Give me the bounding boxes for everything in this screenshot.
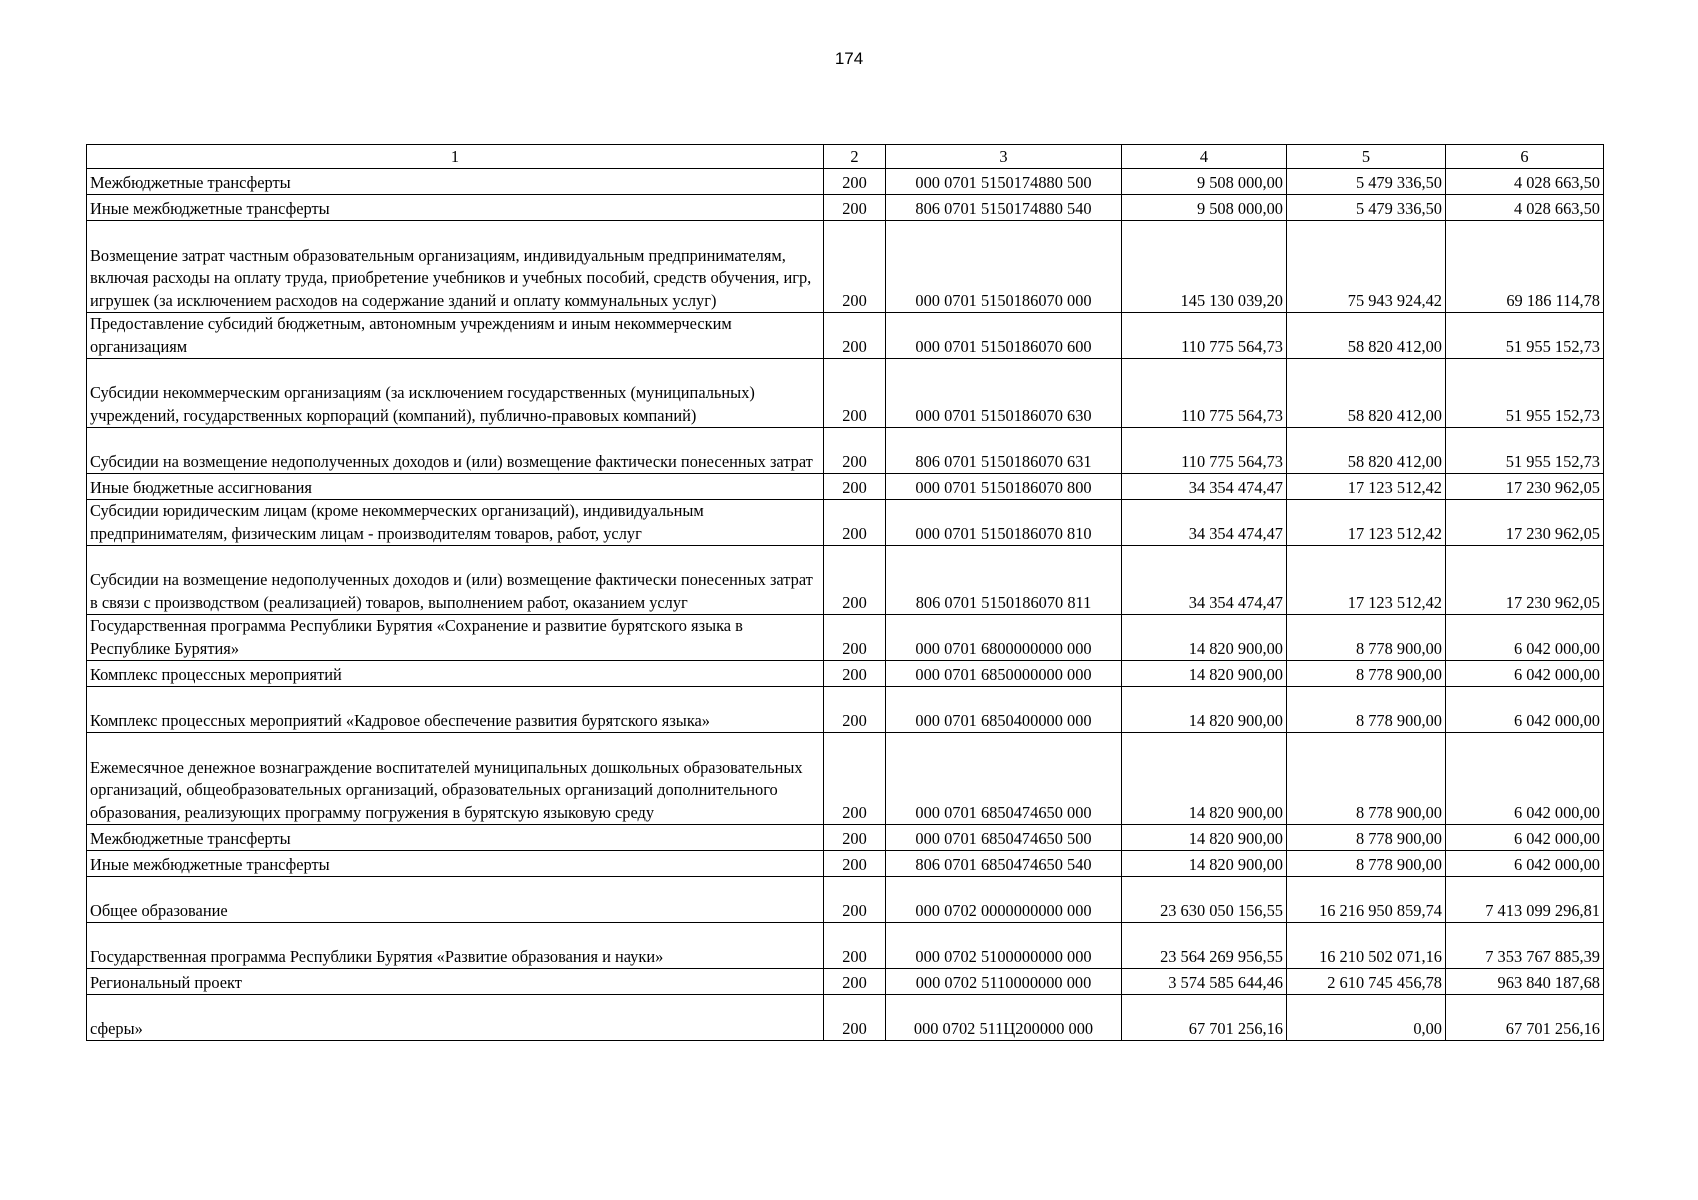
table-row xyxy=(87,428,1604,474)
table-row xyxy=(87,687,1604,733)
row-col6-cell: 51 955 152,73 xyxy=(1446,313,1604,359)
column-header-1: 1 xyxy=(87,145,824,169)
row-code-cell: 000 0702 511Ц200000 000 xyxy=(886,995,1122,1041)
row-grbs-cell: 200 xyxy=(824,500,886,546)
row-col4-cell: 110 775 564,73 xyxy=(1122,428,1287,474)
row-name-cell: Иные межбюджетные трансферты xyxy=(87,851,824,877)
row-code-cell: 806 0701 5150174880 540 xyxy=(886,195,1122,221)
row-code-cell: 806 0701 5150186070 631 xyxy=(886,428,1122,474)
column-header-4: 4 xyxy=(1122,145,1287,169)
row-col4-cell: 14 820 900,00 xyxy=(1122,733,1287,825)
row-col5-cell: 58 820 412,00 xyxy=(1287,359,1446,428)
row-code-cell: 000 0701 5150186070 630 xyxy=(886,359,1122,428)
row-name-cell: Субсидии на возмещение недополученных доходов и (или) возмещение фактически понесенных затрат в связи с производством (реализацией) товаров, выполнением работ, оказанием услуг xyxy=(87,546,824,615)
row-code-cell: 000 0701 6850474650 000 xyxy=(886,733,1122,825)
row-col4-cell: 23 630 050 156,55 xyxy=(1122,877,1287,923)
row-col4-cell: 9 508 000,00 xyxy=(1122,169,1287,195)
row-col6-cell: 17 230 962,05 xyxy=(1446,500,1604,546)
row-col6-cell: 963 840 187,68 xyxy=(1446,969,1604,995)
row-name-cell: сферы» xyxy=(87,995,824,1041)
row-col6-cell: 17 230 962,05 xyxy=(1446,474,1604,500)
table-row xyxy=(87,546,1604,615)
row-grbs-cell: 200 xyxy=(824,995,886,1041)
row-name-cell: Государственная программа Республики Бурятия «Развитие образования и науки» xyxy=(87,923,824,969)
row-col5-cell: 16 216 950 859,74 xyxy=(1287,877,1446,923)
row-code-cell: 000 0701 5150186070 600 xyxy=(886,313,1122,359)
row-col4-cell: 23 564 269 956,55 xyxy=(1122,923,1287,969)
table-row xyxy=(87,851,1604,877)
row-col6-cell: 51 955 152,73 xyxy=(1446,359,1604,428)
row-code-cell: 000 0701 5150186070 800 xyxy=(886,474,1122,500)
table-row xyxy=(87,969,1604,995)
column-header-2: 2 xyxy=(824,145,886,169)
row-name-cell: Региональный проект xyxy=(87,969,824,995)
row-name-cell: Межбюджетные трансферты xyxy=(87,169,824,195)
row-col6-cell: 6 042 000,00 xyxy=(1446,687,1604,733)
row-name-cell: Комплекс процессных мероприятий «Кадровое обеспечение развития бурятского языка» xyxy=(87,687,824,733)
row-col4-cell: 9 508 000,00 xyxy=(1122,195,1287,221)
row-name-cell: Общее образование xyxy=(87,877,824,923)
row-grbs-cell: 200 xyxy=(824,313,886,359)
row-col5-cell: 8 778 900,00 xyxy=(1287,851,1446,877)
row-name-cell: Иные бюджетные ассигнования xyxy=(87,474,824,500)
row-col6-cell: 6 042 000,00 xyxy=(1446,851,1604,877)
row-col5-cell: 8 778 900,00 xyxy=(1287,615,1446,661)
row-col5-cell: 8 778 900,00 xyxy=(1287,733,1446,825)
column-header-6: 6 xyxy=(1446,145,1604,169)
row-code-cell: 000 0702 0000000000 000 xyxy=(886,877,1122,923)
row-col6-cell: 6 042 000,00 xyxy=(1446,615,1604,661)
row-col4-cell: 14 820 900,00 xyxy=(1122,851,1287,877)
budget-table xyxy=(86,144,1604,1041)
table-row xyxy=(87,500,1604,546)
row-code-cell: 806 0701 5150186070 811 xyxy=(886,546,1122,615)
row-col4-cell: 34 354 474,47 xyxy=(1122,500,1287,546)
column-number-row xyxy=(87,145,1604,169)
row-col5-cell: 17 123 512,42 xyxy=(1287,546,1446,615)
row-col4-cell: 14 820 900,00 xyxy=(1122,825,1287,851)
row-grbs-cell: 200 xyxy=(824,615,886,661)
row-grbs-cell: 200 xyxy=(824,923,886,969)
row-col4-cell: 3 574 585 644,46 xyxy=(1122,969,1287,995)
row-name-cell: Государственная программа Республики Бурятия «Сохранение и развитие бурятского языка в Республике Бурятия» xyxy=(87,615,824,661)
row-name-cell: Предоставление субсидий бюджетным, автономным учреждениям и иным некоммерческим организациям xyxy=(87,313,824,359)
table-row xyxy=(87,661,1604,687)
row-code-cell: 000 0702 5110000000 000 xyxy=(886,969,1122,995)
row-col5-cell: 8 778 900,00 xyxy=(1287,825,1446,851)
row-grbs-cell: 200 xyxy=(824,825,886,851)
page-number: 174 xyxy=(834,49,864,68)
row-col5-cell: 2 610 745 456,78 xyxy=(1287,969,1446,995)
row-col5-cell: 0,00 xyxy=(1287,995,1446,1041)
row-code-cell: 000 0701 5150186070 000 xyxy=(886,221,1122,313)
row-grbs-cell: 200 xyxy=(824,221,886,313)
row-code-cell: 000 0701 6850000000 000 xyxy=(886,661,1122,687)
row-col6-cell: 67 701 256,16 xyxy=(1446,995,1604,1041)
row-col4-cell: 67 701 256,16 xyxy=(1122,995,1287,1041)
row-col4-cell: 110 775 564,73 xyxy=(1122,359,1287,428)
row-col6-cell: 69 186 114,78 xyxy=(1446,221,1604,313)
row-name-cell: Субсидии юридическим лицам (кроме некоммерческих организаций), индивидуальным предпринимателям, физическим лицам - производителям товаров, работ, услуг xyxy=(87,500,824,546)
row-code-cell: 000 0701 6800000000 000 xyxy=(886,615,1122,661)
row-code-cell: 000 0701 6850400000 000 xyxy=(886,687,1122,733)
row-col6-cell: 4 028 663,50 xyxy=(1446,169,1604,195)
row-col4-cell: 145 130 039,20 xyxy=(1122,221,1287,313)
row-col4-cell: 14 820 900,00 xyxy=(1122,615,1287,661)
row-col4-cell: 34 354 474,47 xyxy=(1122,546,1287,615)
table-row xyxy=(87,995,1604,1041)
table-row xyxy=(87,474,1604,500)
row-col5-cell: 5 479 336,50 xyxy=(1287,169,1446,195)
row-grbs-cell: 200 xyxy=(824,969,886,995)
table-row xyxy=(87,615,1604,661)
row-col4-cell: 34 354 474,47 xyxy=(1122,474,1287,500)
row-grbs-cell: 200 xyxy=(824,169,886,195)
row-col5-cell: 58 820 412,00 xyxy=(1287,313,1446,359)
row-grbs-cell: 200 xyxy=(824,687,886,733)
row-col6-cell: 17 230 962,05 xyxy=(1446,546,1604,615)
row-name-cell: Межбюджетные трансферты xyxy=(87,825,824,851)
row-col5-cell: 8 778 900,00 xyxy=(1287,687,1446,733)
row-col6-cell: 6 042 000,00 xyxy=(1446,661,1604,687)
row-col4-cell: 14 820 900,00 xyxy=(1122,687,1287,733)
table-row xyxy=(87,169,1604,195)
table-row xyxy=(87,195,1604,221)
row-grbs-cell: 200 xyxy=(824,877,886,923)
row-col6-cell: 7 353 767 885,39 xyxy=(1446,923,1604,969)
row-grbs-cell: 200 xyxy=(824,546,886,615)
table-row xyxy=(87,359,1604,428)
row-col5-cell: 8 778 900,00 xyxy=(1287,661,1446,687)
row-col5-cell: 58 820 412,00 xyxy=(1287,428,1446,474)
row-col6-cell: 7 413 099 296,81 xyxy=(1446,877,1604,923)
row-grbs-cell: 200 xyxy=(824,733,886,825)
row-name-cell: Возмещение затрат частным образовательным организациям, индивидуальным предпринимателям, включая расходы на оплату труда, приобретение учебников и учебных пособий, средств обучения, игр, игрушек (за исключением расходов на содержание зданий и оплату коммунальных услуг) xyxy=(87,221,824,313)
row-code-cell: 806 0701 6850474650 540 xyxy=(886,851,1122,877)
row-col5-cell: 17 123 512,42 xyxy=(1287,500,1446,546)
table-row xyxy=(87,923,1604,969)
row-name-cell: Комплекс процессных мероприятий xyxy=(87,661,824,687)
row-col6-cell: 4 028 663,50 xyxy=(1446,195,1604,221)
column-header-5: 5 xyxy=(1287,145,1446,169)
row-grbs-cell: 200 xyxy=(824,195,886,221)
row-name-cell: Иные межбюджетные трансферты xyxy=(87,195,824,221)
row-col6-cell: 51 955 152,73 xyxy=(1446,428,1604,474)
row-name-cell: Субсидии некоммерческим организациям (за исключением государственных (муниципальных) учреждений, государственных корпораций (компаний), публично-правовых компаний) xyxy=(87,359,824,428)
row-grbs-cell: 200 xyxy=(824,359,886,428)
row-col5-cell: 17 123 512,42 xyxy=(1287,474,1446,500)
row-col5-cell: 5 479 336,50 xyxy=(1287,195,1446,221)
row-grbs-cell: 200 xyxy=(824,428,886,474)
row-grbs-cell: 200 xyxy=(824,851,886,877)
row-code-cell: 000 0701 5150186070 810 xyxy=(886,500,1122,546)
row-col5-cell: 16 210 502 071,16 xyxy=(1287,923,1446,969)
table-row xyxy=(87,313,1604,359)
row-col6-cell: 6 042 000,00 xyxy=(1446,733,1604,825)
row-col5-cell: 75 943 924,42 xyxy=(1287,221,1446,313)
row-col6-cell: 6 042 000,00 xyxy=(1446,825,1604,851)
table-row xyxy=(87,825,1604,851)
row-grbs-cell: 200 xyxy=(824,661,886,687)
row-name-cell: Субсидии на возмещение недополученных доходов и (или) возмещение фактически понесенных затрат xyxy=(87,428,824,474)
table-row xyxy=(87,877,1604,923)
row-code-cell: 000 0701 6850474650 500 xyxy=(886,825,1122,851)
row-code-cell: 000 0701 5150174880 500 xyxy=(886,169,1122,195)
table-row xyxy=(87,733,1604,825)
row-col4-cell: 110 775 564,73 xyxy=(1122,313,1287,359)
table-row xyxy=(87,221,1604,313)
row-name-cell: Ежемесячное денежное вознаграждение воспитателей муниципальных дошкольных образовательных организаций, общеобразовательных организаций, образовательных организаций дополнительного образования, реализующих программу погружения в бурятскую языковую среду xyxy=(87,733,824,825)
column-header-3: 3 xyxy=(886,145,1122,169)
row-grbs-cell: 200 xyxy=(824,474,886,500)
row-code-cell: 000 0702 5100000000 000 xyxy=(886,923,1122,969)
row-col4-cell: 14 820 900,00 xyxy=(1122,661,1287,687)
